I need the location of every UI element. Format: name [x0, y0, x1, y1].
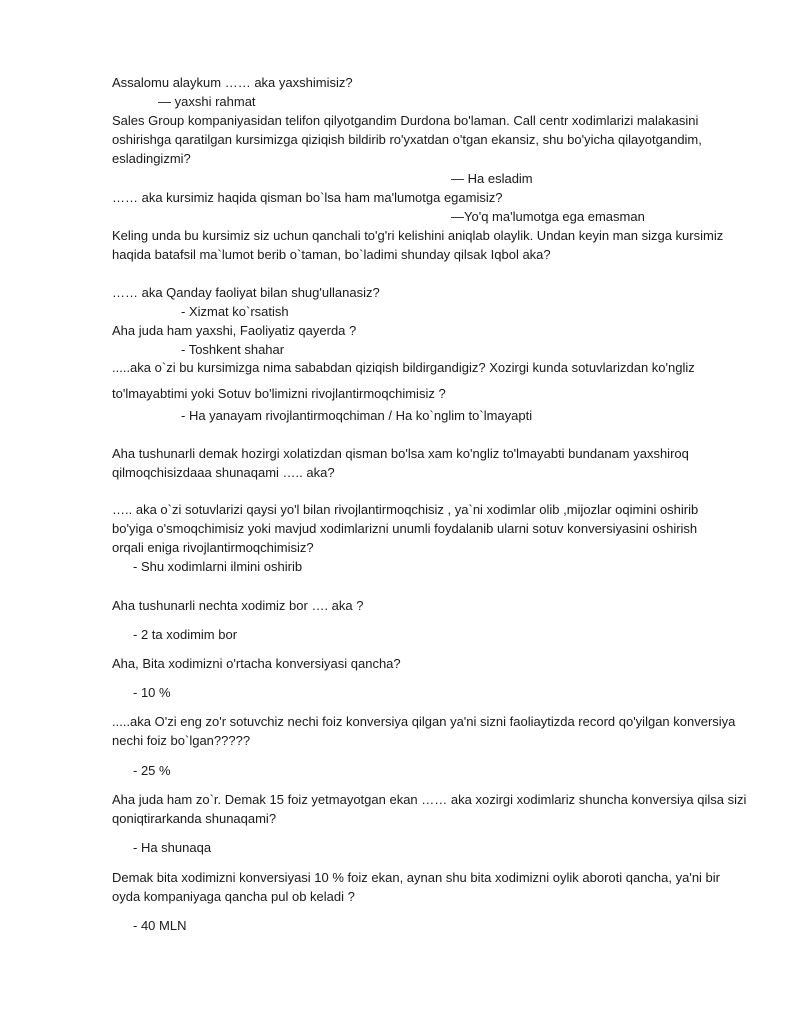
text-line: …… aka kursimiz haqida qisman bo`lsa ham ma'lumotga egamisiz? [112, 190, 503, 205]
text-line: bo'yiga o'smoqchimisiz yoki mavjud xodimlarizni unumli foydalanib ularni sotuv konversiyasini oshirish [112, 521, 698, 536]
text-line: Aha juda ham yaxshi, Faoliyatiz qayerda ? [112, 323, 357, 338]
text-line: haqida batafsil ma`lumot berib o`taman, bo`ladimi shunday qilsak Iqbol aka? [112, 247, 551, 262]
text-line: .....aka O'zi eng zo'r sotuvchiz nechi foiz konversiya qilgan ya'ni sizni faoliaytizda record qo'yilgan konversiya [112, 714, 736, 729]
list-item: - 10 % [133, 685, 171, 700]
text-line: — yaxshi rahmat [158, 94, 256, 109]
list-item: - Ha yanayam rivojlantirmoqchiman / Ha ko`nglim to`lmayapti [181, 408, 533, 423]
text-line: Aha juda ham zo`r. Demak 15 foiz yetmayotgan ekan …… aka xozirgi xodimlariz shuncha konversiya qilsa sizi [112, 792, 747, 807]
text-line: nechi foiz bo`lgan????? [112, 733, 251, 748]
text-line: qoniqtirarkanda shunaqami? [112, 811, 277, 826]
list-item: - Ha shunaqa [133, 840, 212, 855]
text-line: Sales Group kompaniyasidan telifon qilyotgandim Durdona bo'laman. Call centr xodimlarizi malakasini [112, 113, 699, 128]
text-line: qilmoqchisizdaaa shunaqami ….. aka? [112, 465, 335, 480]
text-line: Assalomu alaykum …… aka yaxshimisiz? [112, 75, 353, 90]
text-line: ….. aka o`zi sotuvlarizi qaysi yo'l bilan rivojlantirmoqchisiz , ya`ni xodimlar olib ,mijozlar oqimini oshirib [112, 502, 699, 517]
text-line: esladingizmi? [112, 151, 191, 166]
list-item: - Shu xodimlarni ilmini oshirib [133, 559, 303, 574]
list-item: - 40 MLN [133, 918, 187, 933]
text-line: Aha tushunarli demak hozirgi xolatizdan qisman bo'lsa xam ko'ngliz to'lmayabti bundanam yaxshiroq [112, 446, 689, 461]
text-line: oshirishga qaratilgan kursimizga qiziqish bildirib ro'yxatdan o'tgan ekansiz, shu bo'yicha qilayotgandim, [112, 132, 702, 147]
text-line: .....aka o`zi bu kursimizga nima sababdan qiziqish bildirgandigiz? Xozirgi kunda sotuvlarizdan ko'ngliz [112, 360, 695, 375]
list-item: - 25 % [133, 763, 171, 778]
text-line: Demak bita xodimizni konversiyasi 10 % foiz ekan, aynan shu bita xodimizni oylik aboroti qancha, ya'ni bir [112, 870, 721, 885]
list-item: - Toshkent shahar [181, 342, 285, 357]
text-line: to'lmayabtimi yoki Sotuv bo'limizni rivojlantirmoqchimisiz ? [112, 386, 446, 401]
text-line: — Ha esladim [451, 171, 533, 186]
list-item: - Xizmat ko`rsatish [181, 304, 289, 319]
text-line: Aha, Bita xodimizni o'rtacha konversiyasi qancha? [112, 656, 401, 671]
text-line: —Yo'q ma'lumotga ega emasman [451, 209, 645, 224]
text-line: …… aka Qanday faoliyat bilan shug'ullanasiz? [112, 285, 380, 300]
text-line: Aha tushunarli nechta xodimiz bor …. aka ? [112, 598, 364, 613]
text-line: Keling unda bu kursimiz siz uchun qanchali to'g'ri kelishini aniqlab olaylik. Undan keyin man sizga kursimiz [112, 228, 724, 243]
list-item: - 2 ta xodimim bor [133, 627, 238, 642]
text-line: orqali eniga rivojlantirmoqchimisiz? [112, 540, 314, 555]
text-line: oyda kompaniyaga qancha pul ob keladi ? [112, 889, 355, 904]
